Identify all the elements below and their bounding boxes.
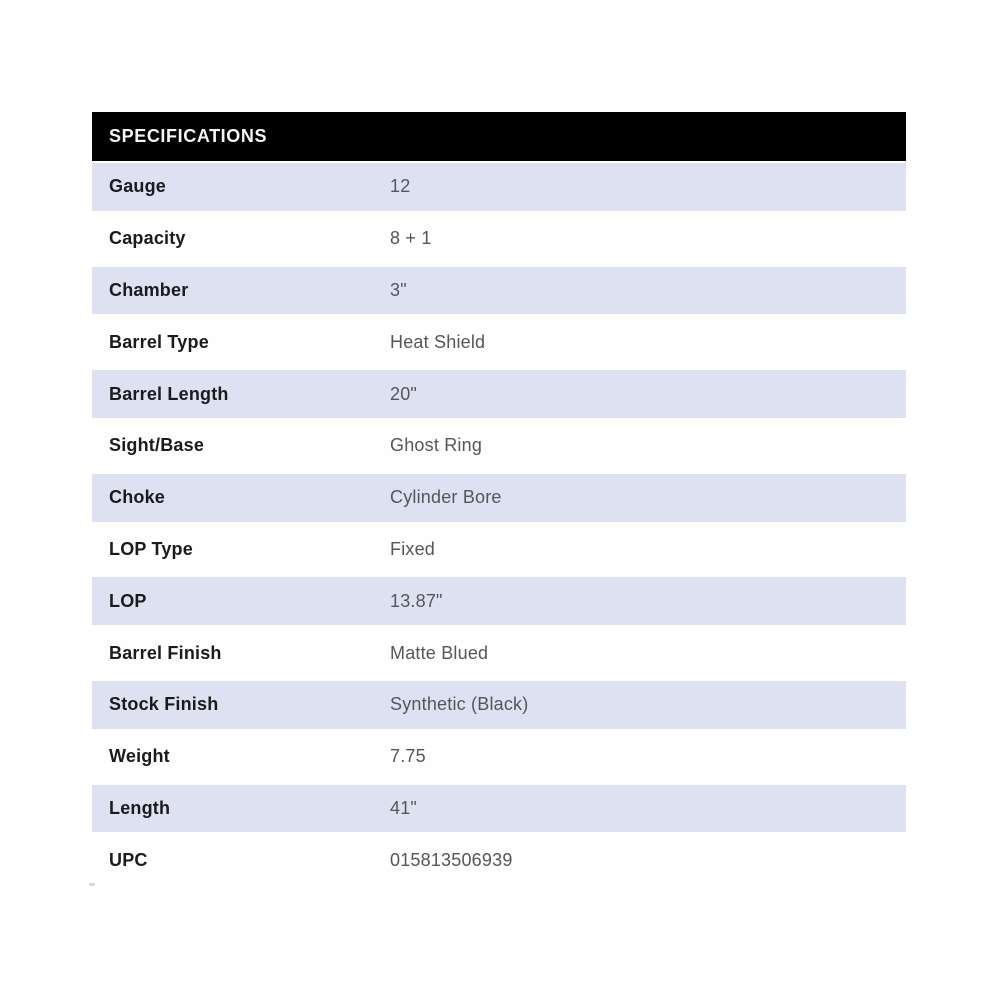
smudge-artifact	[89, 883, 95, 886]
spec-value: Ghost Ring	[390, 435, 483, 456]
spec-value: 13.87"	[390, 590, 443, 611]
spec-label: LOP Type	[109, 538, 193, 559]
spec-value: 7.75	[390, 746, 426, 767]
table-row	[92, 524, 906, 576]
spec-value: Fixed	[390, 538, 436, 559]
spec-label: UPC	[109, 849, 148, 870]
table-title: SPECIFICATIONS	[109, 126, 268, 146]
spec-value: 41"	[390, 797, 418, 818]
table-row	[92, 213, 906, 265]
table-row	[92, 679, 906, 731]
spec-value: 3"	[390, 279, 407, 300]
table-row	[92, 472, 906, 524]
table-row	[92, 731, 906, 783]
table-row	[92, 783, 906, 835]
table-header	[92, 112, 906, 161]
spec-label: Chamber	[109, 279, 189, 300]
table-row	[92, 627, 906, 679]
spec-value: Heat Shield	[390, 331, 486, 352]
spec-value: Synthetic (Black)	[390, 694, 529, 715]
spec-value: Cylinder Bore	[390, 487, 502, 508]
table-row	[92, 161, 906, 213]
spec-label: Capacity	[109, 228, 186, 249]
spec-label: Choke	[109, 487, 166, 508]
spec-label: Barrel Length	[109, 383, 229, 404]
spec-label: Gauge	[109, 176, 167, 197]
spec-label: Length	[109, 797, 171, 818]
spec-label: Weight	[109, 746, 170, 767]
specifications-table	[92, 112, 906, 886]
spec-value: 12	[390, 176, 411, 197]
table-body	[92, 161, 906, 886]
spec-label: Barrel Finish	[109, 642, 222, 663]
spec-value: 20"	[390, 383, 418, 404]
spec-label: Stock Finish	[109, 694, 219, 715]
spec-value: 8 + 1	[390, 228, 432, 249]
spec-label: LOP	[109, 590, 147, 611]
table-row	[92, 368, 906, 420]
table-row	[92, 316, 906, 368]
table-row	[92, 575, 906, 627]
spec-label: Barrel Type	[109, 331, 209, 352]
table-row	[92, 420, 906, 472]
spec-value: 015813506939	[390, 849, 513, 870]
spec-label: Sight/Base	[109, 435, 205, 456]
spec-value: Matte Blued	[390, 642, 489, 663]
table-row	[92, 265, 906, 317]
table-row	[92, 834, 906, 886]
